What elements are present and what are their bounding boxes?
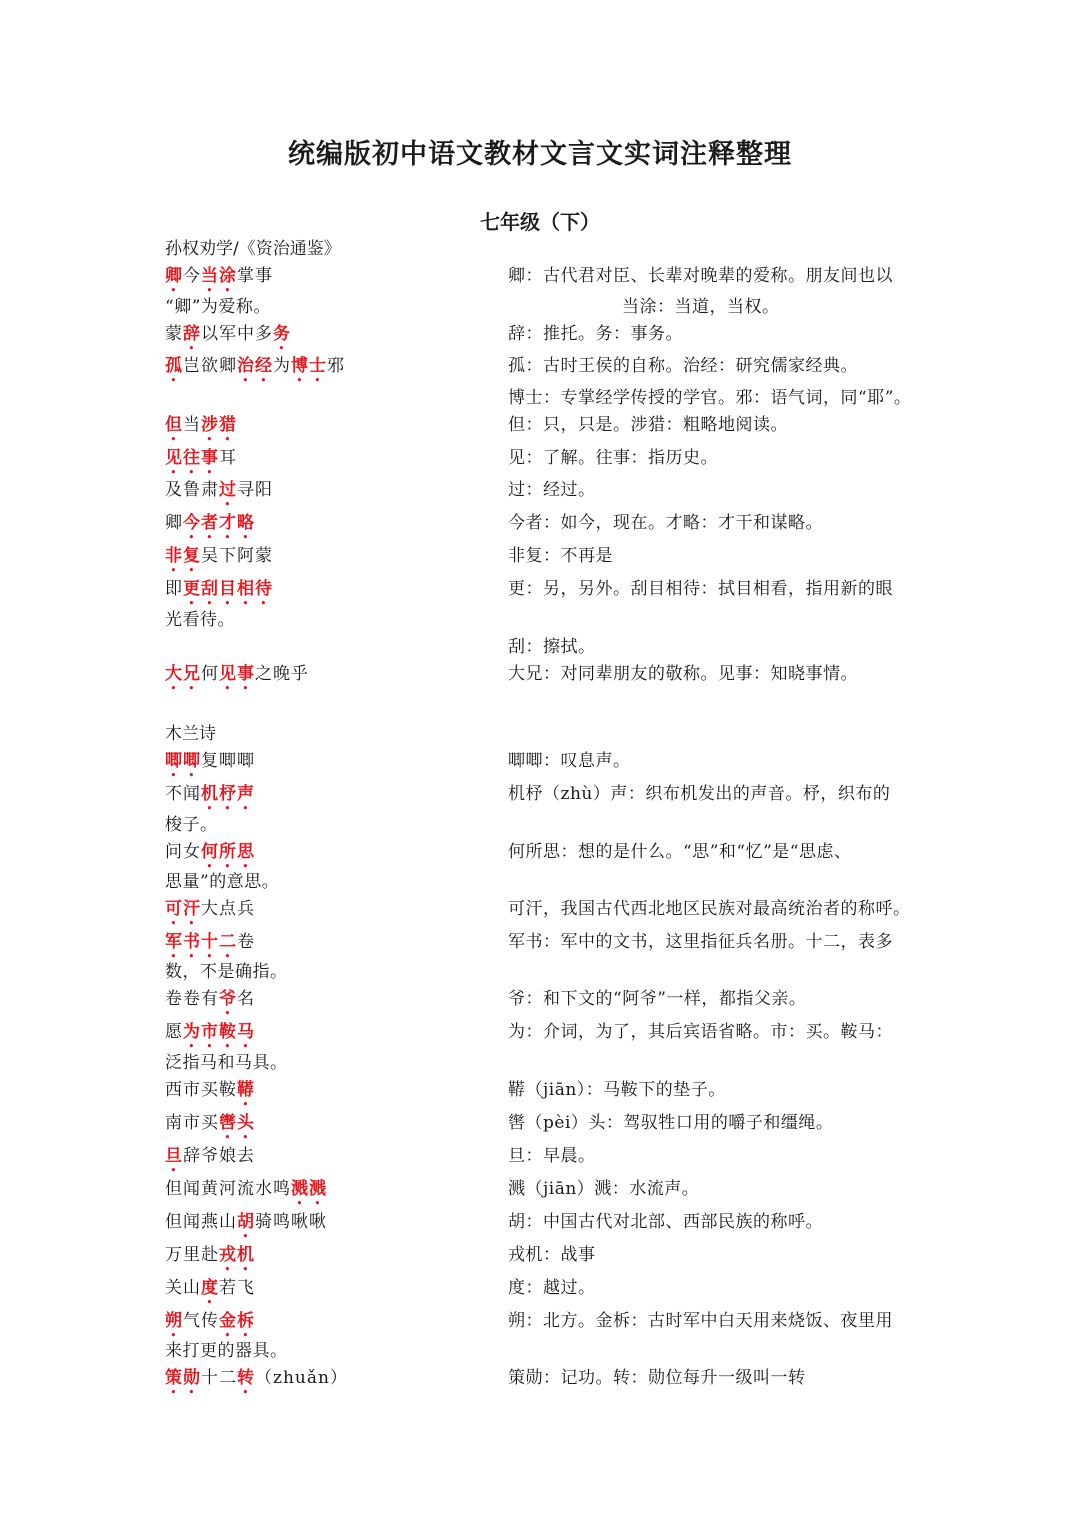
highlighted-keyword: 戎机 (219, 1245, 255, 1265)
phrase-text: 吴下阿蒙 (201, 546, 273, 566)
highlighted-keyword: 机杼声 (201, 784, 255, 804)
phrase-text: 耳 (219, 448, 237, 468)
annotation: 唧唧：叹息声。 (508, 751, 631, 771)
phrase-text: 卷 (237, 932, 255, 952)
phrase-text: 即 (165, 579, 183, 599)
annotation: 辞：推托。务：事务。 (508, 324, 683, 344)
highlighted-keyword: 治经 (237, 356, 273, 376)
annotation: 胡：中国古代对北部、西部民族的称呼。 (508, 1212, 823, 1232)
phrase-text: 但闻黄河流水鸣 (165, 1179, 291, 1199)
phrase (165, 323, 291, 354)
phrase-text: 为 (273, 356, 291, 376)
phrase (165, 512, 255, 543)
highlighted-keyword: 涉猎 (201, 415, 237, 435)
phrase (165, 447, 237, 478)
highlighted-keyword: 爷 (219, 989, 237, 1009)
section-heading: 孙权劝学/《资治通鉴》 (165, 239, 341, 259)
annotation: 戎机：战事 (508, 1245, 596, 1265)
phrase-text: 何 (201, 664, 219, 684)
highlighted-keyword: 才略 (219, 513, 255, 533)
annotation: 度：越过。 (508, 1278, 596, 1298)
phrase (165, 265, 273, 296)
phrase-text: 气传 (183, 1311, 219, 1331)
annotation-continuation: 思量”的意思。 (165, 872, 280, 892)
phrase (165, 898, 255, 929)
highlighted-keyword: 辞 (183, 324, 201, 344)
annotation: 非复：不再是 (508, 546, 613, 566)
highlighted-keyword: 旦 (165, 1146, 183, 1166)
highlighted-keyword: 务 (273, 324, 291, 344)
phrase-text: 掌事 (237, 266, 273, 286)
phrase (165, 750, 255, 781)
phrase-text: 岂欲卿 (183, 356, 237, 376)
annotation: 爷：和下文的“阿爷”一样，都指父亲。 (508, 989, 807, 1009)
phrase (165, 1211, 327, 1242)
phrase (165, 1310, 255, 1341)
highlighted-keyword: 为 (183, 1022, 201, 1042)
highlighted-keyword: 金柝 (219, 1311, 255, 1331)
highlighted-keyword: 可汗 (165, 899, 201, 919)
highlighted-keyword: 策勋 (165, 1368, 201, 1388)
annotation: 见：了解。往事：指历史。 (508, 448, 718, 468)
phrase (165, 1145, 255, 1176)
annotation: 旦：早晨。 (508, 1146, 596, 1166)
phrase-text: 万里赴 (165, 1245, 219, 1265)
phrase-text: 今 (183, 266, 201, 286)
phrase-text: 之晚乎 (255, 664, 309, 684)
annotation-continuation: 来打更的器具。 (165, 1341, 288, 1361)
phrase-text: 以军中多 (201, 324, 273, 344)
phrase-text: 卿 (165, 513, 183, 533)
phrase-text: （zhuǎn） (255, 1368, 348, 1388)
phrase-text: 卷卷有 (165, 989, 219, 1009)
highlighted-keyword: 往事 (183, 448, 219, 468)
annotation: 军书：军中的文书，这里指征兵名册。十二，表多 (508, 932, 893, 952)
phrase-text: 关山 (165, 1278, 201, 1298)
highlighted-keyword: 市 (201, 1022, 219, 1042)
phrase-text: 但闻燕山 (165, 1212, 237, 1232)
highlighted-keyword: 度 (201, 1278, 219, 1298)
phrase-text: 邪 (327, 356, 345, 376)
highlighted-keyword: 当涂 (201, 266, 237, 286)
phrase-text: 寻阳 (237, 480, 273, 500)
highlighted-keyword: 军书 (165, 932, 201, 952)
phrase (165, 1112, 255, 1143)
annotation: 策勋：记功。转：勋位每升一级叫一转 (508, 1368, 806, 1388)
phrase-text: 复唧唧 (201, 751, 255, 771)
phrase (165, 783, 255, 814)
annotation: 为：介词，为了，其后宾语省略。市：买。鞍马： (508, 1022, 893, 1042)
phrase (165, 988, 255, 1019)
annotation: 更：另，另外。刮目相待：拭目相看，指用新的眼 (508, 579, 893, 599)
phrase (165, 841, 255, 872)
annotation-continuation: “卿”为爱称。 (165, 297, 271, 317)
grade-heading: 七年级（下） (480, 210, 600, 234)
highlighted-keyword: 过 (219, 480, 237, 500)
highlighted-keyword: 但 (165, 415, 183, 435)
highlighted-keyword: 转 (237, 1368, 255, 1388)
section-heading: 木兰诗 (165, 724, 216, 744)
phrase-text: 当 (183, 415, 201, 435)
phrase-text: 及鲁肃 (165, 480, 219, 500)
phrase (165, 1079, 255, 1110)
highlighted-keyword: 溅溅 (291, 1179, 327, 1199)
highlighted-keyword: 朔 (165, 1311, 183, 1331)
phrase-text: 不闻 (165, 784, 201, 804)
phrase-text: 十二 (201, 1368, 237, 1388)
annotation: 可汗，我国古代西北地区民族对最高统治者的称呼。 (508, 899, 911, 919)
annotation: 朔：北方。金柝：古时军中白天用来烧饭、夜里用 (508, 1311, 893, 1331)
highlighted-keyword: 孤 (165, 356, 183, 376)
annotation: 孤：古时王侯的自称。治经：研究儒家经典。 (508, 356, 858, 376)
phrase-text: 骑鸣啾啾 (255, 1212, 327, 1232)
highlighted-keyword: 胡 (237, 1212, 255, 1232)
phrase-text: 若飞 (219, 1278, 255, 1298)
annotation-extra: 当涂：当道，当权。 (622, 297, 780, 317)
annotation: 但：只，只是。涉猎：粗略地阅读。 (508, 415, 788, 435)
highlighted-keyword: 今者 (183, 513, 219, 533)
annotation-extra: 刮：擦拭。 (508, 637, 596, 657)
phrase-text: 问女 (165, 842, 201, 862)
phrase (165, 479, 273, 510)
phrase (165, 1367, 348, 1398)
highlighted-keyword: 唧唧 (165, 751, 201, 771)
annotation: 卿：古代君对臣、长辈对晚辈的爱称。朋友间也以 (508, 266, 893, 286)
highlighted-keyword: 十二 (201, 932, 237, 952)
annotation: 今者：如今，现在。才略：才干和谋略。 (508, 513, 823, 533)
phrase-text: 大点兵 (201, 899, 255, 919)
phrase (165, 931, 255, 962)
annotation: 过：经过。 (508, 480, 596, 500)
annotation: 鞯（jiān）：马鞍下的垫子。 (508, 1080, 726, 1100)
highlighted-keyword: 何所思 (201, 842, 255, 862)
phrase (165, 355, 345, 386)
highlighted-keyword: 非复 (165, 546, 201, 566)
highlighted-keyword: 见事 (219, 664, 255, 684)
phrase (165, 578, 273, 609)
annotation-extra: 博士：专掌经学传授的学官。邪：语气词，同“耶”。 (508, 388, 912, 408)
phrase (165, 414, 237, 445)
phrase (165, 1021, 255, 1052)
annotation: 何所思：想的是什么。“思”和“忆”是“思虑、 (508, 842, 852, 862)
phrase-text: 西市买鞍 (165, 1080, 237, 1100)
highlighted-keyword: 鞍马 (219, 1022, 255, 1042)
phrase (165, 1244, 255, 1275)
annotation-continuation: 光看待。 (165, 610, 235, 630)
phrase-text: 名 (237, 989, 255, 1009)
phrase (165, 545, 273, 576)
phrase-text: 愿 (165, 1022, 183, 1042)
annotation: 辔（pèi）头：驾驭牲口用的嚼子和缰绳。 (508, 1113, 834, 1133)
annotation: 溅（jiān）溅：水流声。 (508, 1179, 700, 1199)
highlighted-keyword: 辔头 (219, 1113, 255, 1133)
annotation-continuation: 泛指马和马具。 (165, 1053, 288, 1073)
phrase (165, 663, 309, 694)
phrase-text: 辞爷娘去 (183, 1146, 255, 1166)
highlighted-keyword: 大兄 (165, 664, 201, 684)
annotation: 大兄：对同辈朋友的敬称。见事：知晓事情。 (508, 664, 858, 684)
annotation-continuation: 梭子。 (165, 815, 218, 835)
highlighted-keyword: 见 (165, 448, 183, 468)
highlighted-keyword: 更 (183, 579, 201, 599)
highlighted-keyword: 卿 (165, 266, 183, 286)
annotation: 机杼（zhù）声：织布机发出的声音。杼，织布的 (508, 784, 891, 804)
document-title: 统编版初中语文教材文言文实词注释整理 (288, 139, 792, 170)
phrase (165, 1277, 255, 1308)
highlighted-keyword: 刮目相待 (201, 579, 273, 599)
phrase (165, 1178, 327, 1209)
phrase-text: 蒙 (165, 324, 183, 344)
highlighted-keyword: 鞯 (237, 1080, 255, 1100)
highlighted-keyword: 博士 (291, 356, 327, 376)
annotation-continuation: 数，不是确指。 (165, 962, 288, 982)
phrase-text: 南市买 (165, 1113, 219, 1133)
